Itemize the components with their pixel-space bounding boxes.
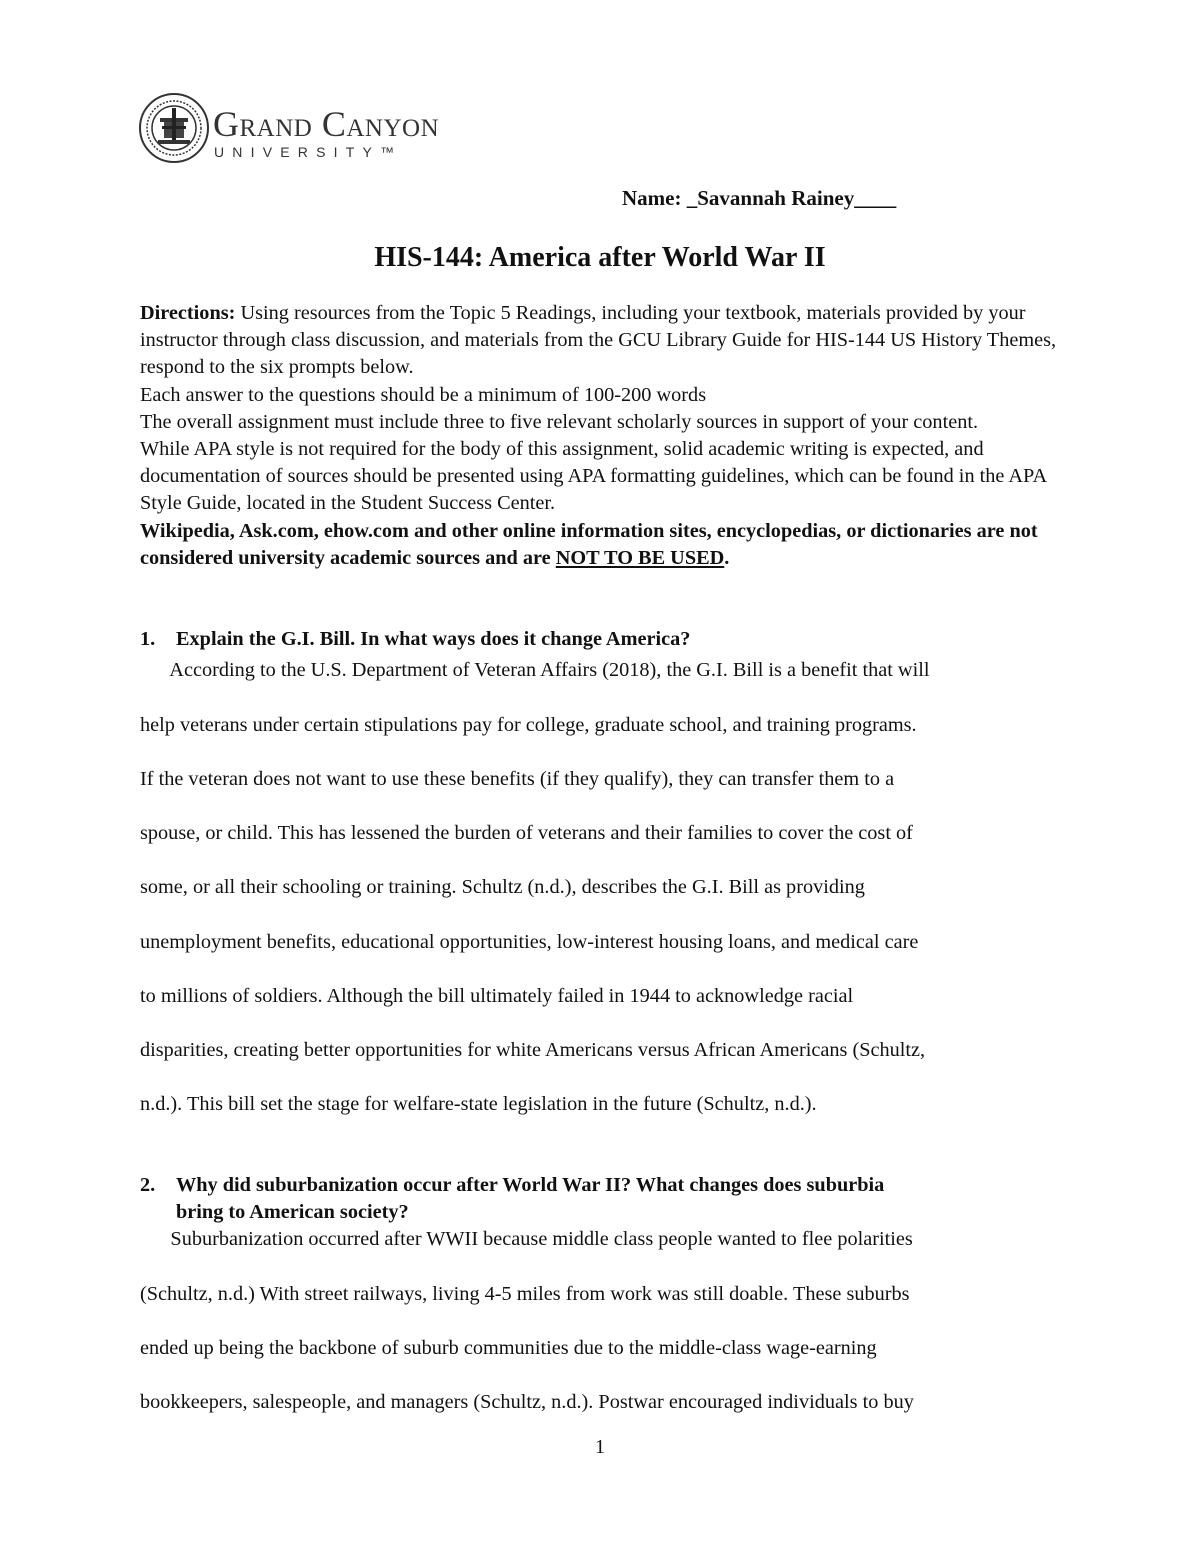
university-seal-icon xyxy=(138,88,210,168)
answer-1-line: to millions of soldiers. Although the bill ultimately failed in 1944 to acknowledge racial xyxy=(140,985,854,1007)
question-2-prompt xyxy=(140,1172,884,1199)
question-number: 1. xyxy=(140,628,156,650)
logo-wordmark: Grand Canyon xyxy=(213,104,440,144)
answer-1-line: n.d.). This bill set the stage for welfare-state legislation in the future (Schultz, n.d.). xyxy=(140,1093,817,1115)
answer-1-line: some, or all their schooling or training. Schultz (n.d.), describes the G.I. Bill as providing xyxy=(140,876,865,898)
directions-label: Directions: xyxy=(140,302,236,324)
directions-intro xyxy=(140,300,1070,382)
directions-text: Using resources from the Topic 5 Readings, including your textbook, materials provided by your instructor through class discussion, and materials from the GCU Library Guide for HIS-144 US History Themes, respond to the six prompts below. xyxy=(140,302,1057,379)
question-1-prompt xyxy=(140,626,690,653)
warning-text: Wikipedia, Ask.com, ehow.com and other online information sites, encyclopedias, or dictionaries are not considered university academic sources and are xyxy=(140,519,1038,569)
page-title: HIS-144: America after World War II xyxy=(374,242,826,273)
answer-2-line: bookkeepers, salespeople, and managers (Schultz, n.d.). Postwar encouraged individuals to buy xyxy=(140,1391,914,1413)
answer-1-line: unemployment benefits, educational opportunities, low-interest housing loans, and medical care xyxy=(140,931,919,953)
student-name-line: Name: _Savannah Rainey____ xyxy=(622,186,897,210)
answer-1-line: spouse, or child. This has lessened the burden of veterans and their families to cover the cost of xyxy=(140,822,913,844)
directions-warning xyxy=(140,518,1070,572)
question-number: 2. xyxy=(140,1174,156,1196)
directions-word-count: Each answer to the questions should be a minimum of 100-200 words xyxy=(140,383,707,406)
directions-apa: While APA style is not required for the body of this assignment, solid academic writing is expected, and documentation of sources should be presented using APA formatting guidelines, which can be found in the APA Style Guide, located in the Student Success Center. xyxy=(140,438,1046,515)
logo-subtitle: UNIVERSITY™ xyxy=(214,144,403,160)
directions-sources: The overall assignment must include three to five relevant scholarly sources in support of your content. xyxy=(140,410,979,433)
warning-emphasis: NOT TO BE USED xyxy=(555,546,725,569)
page-number: 1 xyxy=(595,1436,605,1458)
question-text: Why did suburbanization occur after World War II? What changes does suburbia xyxy=(176,1174,885,1196)
answer-1-line: According to the U.S. Department of Veteran Affairs (2018), the G.I. Bill is a benefit that will xyxy=(140,659,930,681)
answer-2-line: (Schultz, n.d.) With street railways, living 4-5 miles from work was still doable. These suburbs xyxy=(140,1283,910,1305)
answer-1-line: If the veteran does not want to use these benefits (if they qualify), they can transfer them to a xyxy=(140,768,895,790)
answer-1-line: disparities, creating better opportunities for white Americans versus African Americans (Schultz, xyxy=(140,1039,926,1061)
question-text: Explain the G.I. Bill. In what ways does it change America? xyxy=(176,628,691,650)
answer-2-line: ended up being the backbone of suburb communities due to the middle-class wage-earning xyxy=(140,1337,877,1359)
university-logo xyxy=(138,88,458,168)
warning-end: . xyxy=(724,546,730,569)
answer-2-line: Suburbanization occurred after WWII because middle class people wanted to flee polarities xyxy=(140,1228,913,1250)
directions-block xyxy=(140,300,1070,572)
question-2-prompt-cont: bring to American society? xyxy=(176,1201,409,1223)
answer-1-line: help veterans under certain stipulations pay for college, graduate school, and training programs. xyxy=(140,714,917,736)
